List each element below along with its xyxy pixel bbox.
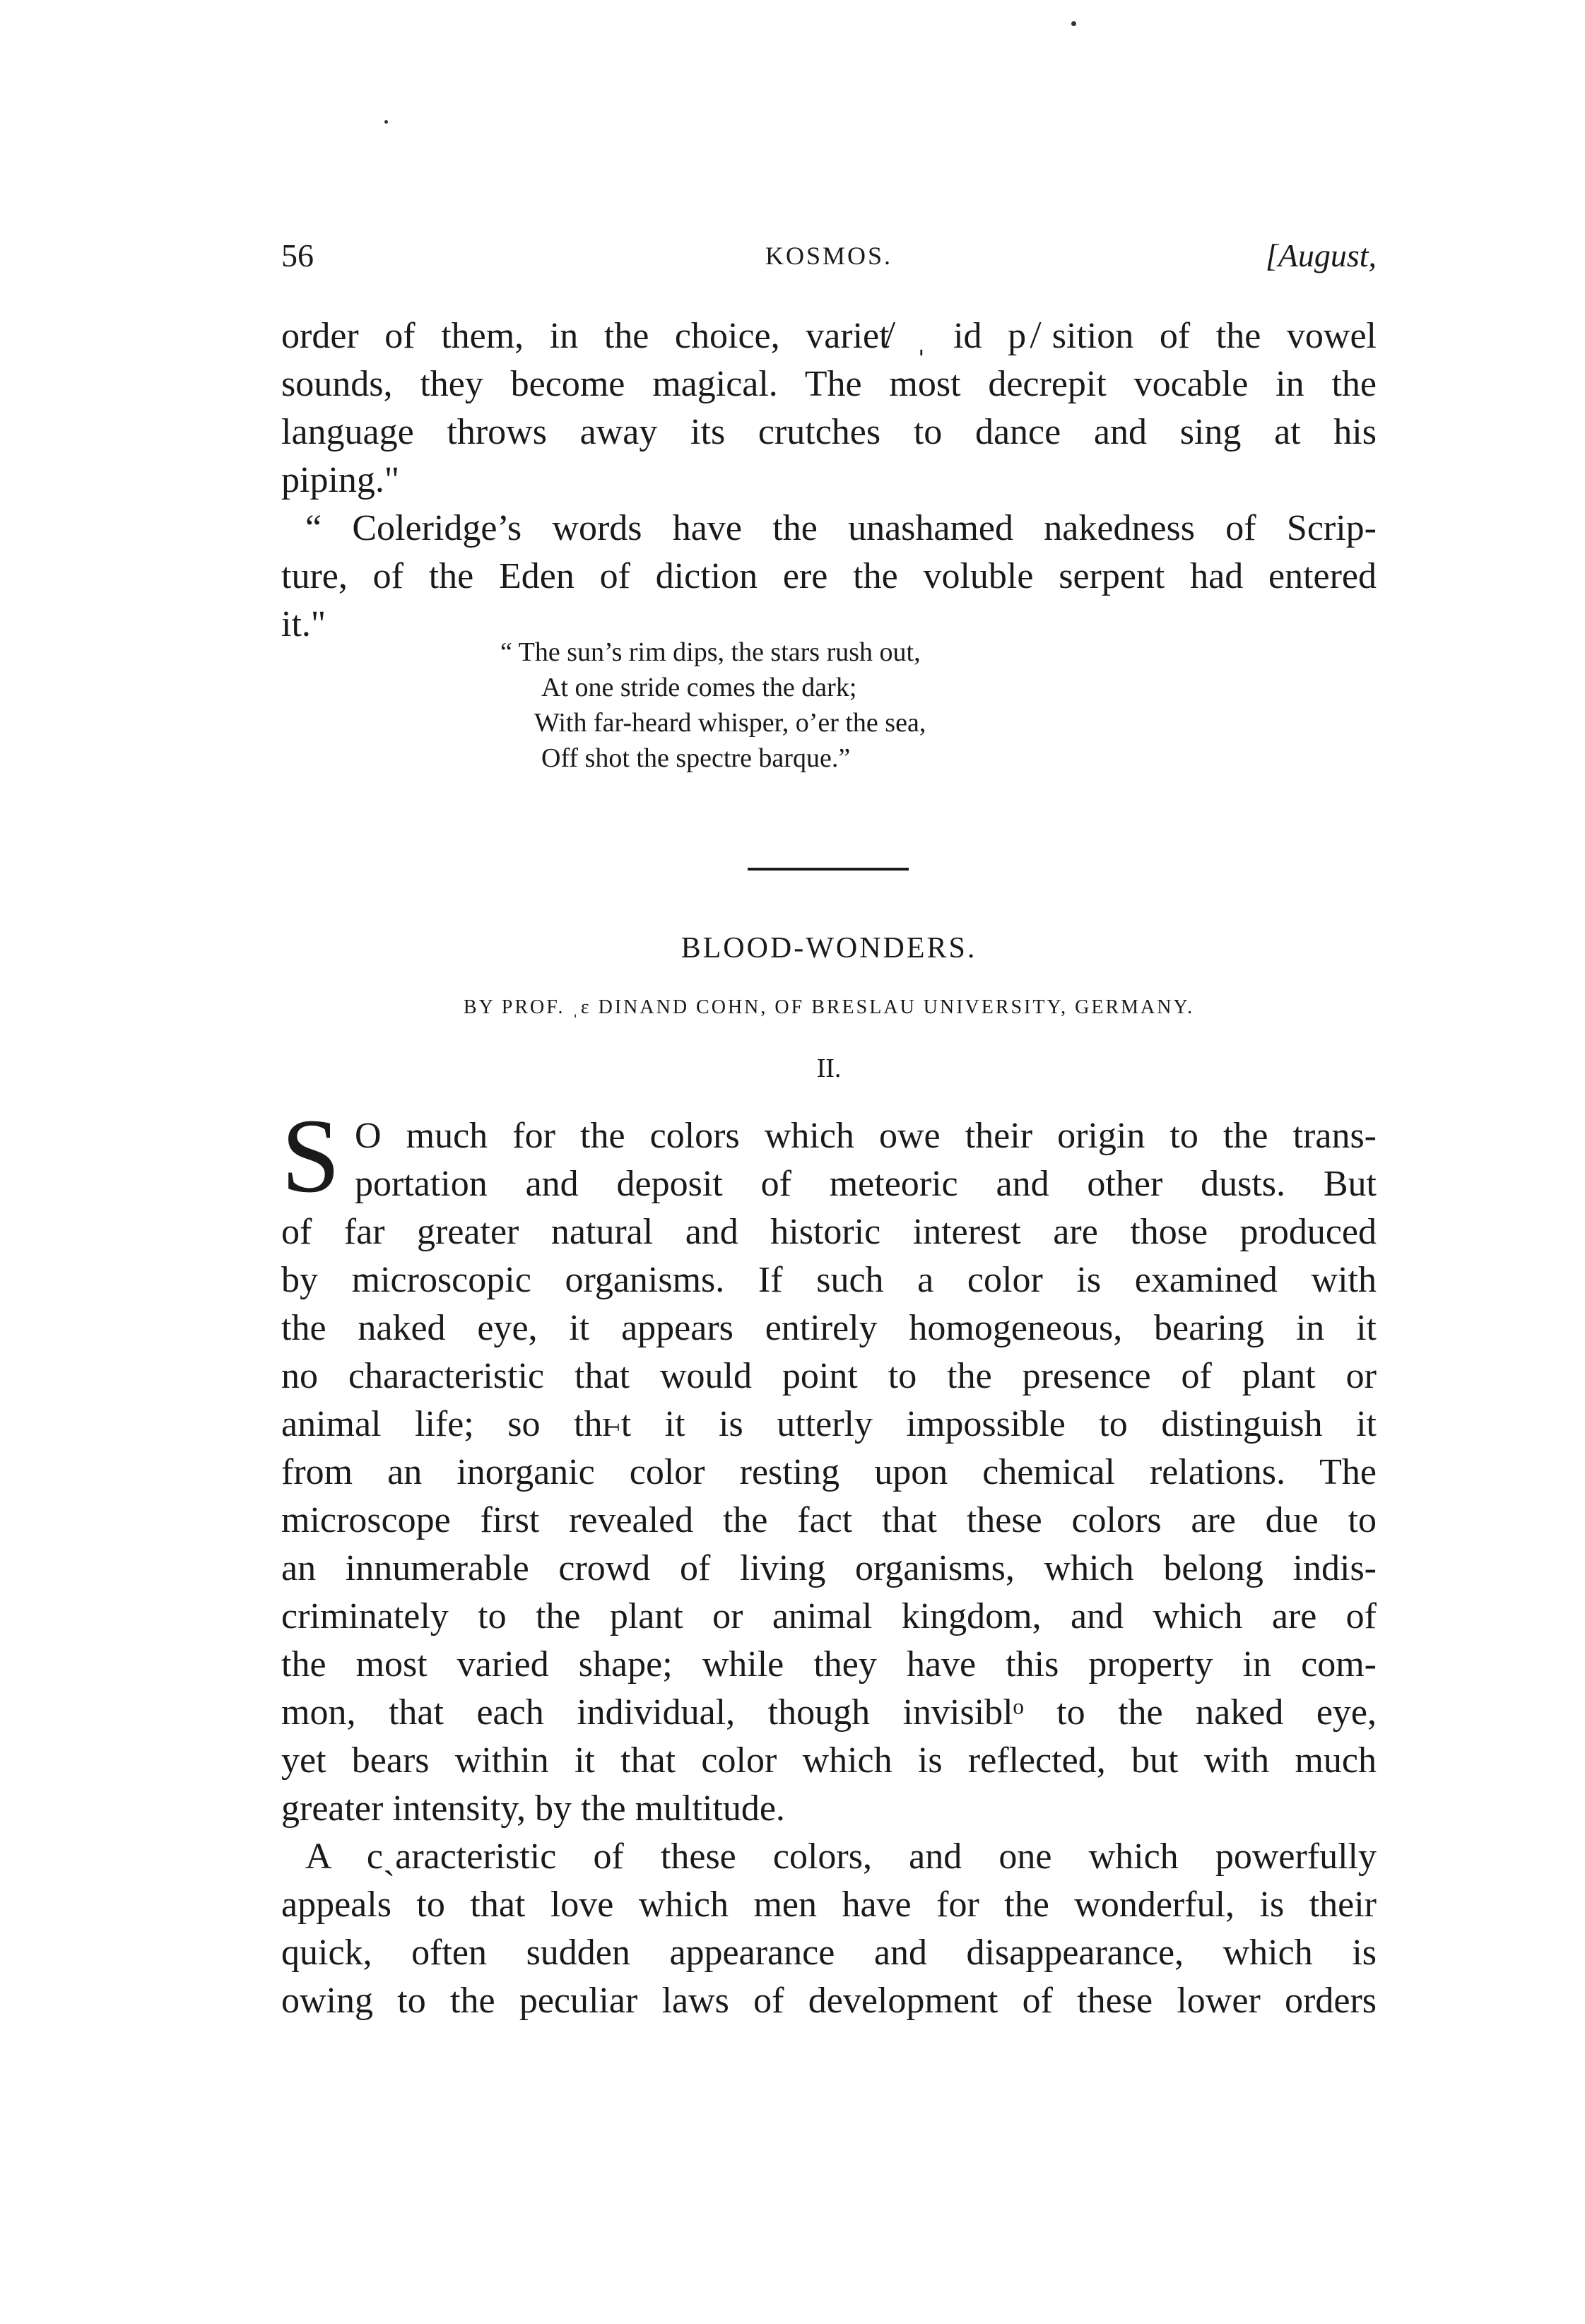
text-line: it." bbox=[281, 604, 326, 644]
drop-cap: S bbox=[281, 1097, 341, 1215]
text-line: criminately to the plant or animal kingdom, and which are of bbox=[281, 1596, 1377, 1636]
text-line: ture, of the Eden of diction ere the voluble serpent had entered bbox=[281, 556, 1377, 596]
poem-line: “ The sun’s rim dips, the stars rush out, bbox=[500, 637, 921, 667]
issue-month: [August, bbox=[1265, 237, 1377, 273]
journal-title: KOSMOS. bbox=[765, 242, 893, 270]
text-line: O much for the colors which owe their origin to the trans- bbox=[355, 1116, 1377, 1156]
text-line: microscope first revealed the fact that these colors are due to bbox=[281, 1500, 1377, 1540]
article-body bbox=[281, 1112, 1377, 2025]
section-divider bbox=[748, 868, 909, 871]
text-line: of far greater natural and historic interest are those produced bbox=[281, 1212, 1377, 1252]
text-line: quick, often sudden appearance and disappearance, which is bbox=[281, 1933, 1377, 1973]
text-line: owing to the peculiar laws of development of these lower orders bbox=[281, 1981, 1377, 2021]
text-line: appeals to that love which men have for the wonderful, is their bbox=[281, 1884, 1377, 1925]
text-line: the most varied shape; while they have this property in com- bbox=[281, 1644, 1377, 1685]
text-line: by microscopic organisms. If such a color is examined with bbox=[281, 1260, 1377, 1300]
text-line: order of them, in the choice, variet̸ ˌ id p ̸sition of the vowel bbox=[281, 316, 1377, 356]
text-line: the naked eye, it appears entirely homogeneous, bearing in it bbox=[281, 1308, 1377, 1348]
text-line: piping." bbox=[281, 460, 400, 500]
intro-paragraphs bbox=[281, 312, 1377, 649]
text-line: mon, that each individual, though invisiblᵒ to the naked eye, bbox=[281, 1692, 1377, 1733]
text-line: animal life; so thⱶt it is utterly impossible to distinguish it bbox=[281, 1404, 1377, 1444]
article-byline: BY PROF. ˌɛ DINAND COHN, OF BRESLAU UNIVERSITY, GERMANY. bbox=[463, 996, 1195, 1018]
text-line: yet bears within it that color which is reflected, but with much bbox=[281, 1740, 1377, 1781]
text-line: greater intensity, by the multitude. bbox=[281, 1788, 785, 1829]
poem-line: At one stride comes the dark; bbox=[541, 673, 857, 702]
poem-quotation bbox=[500, 635, 1136, 776]
poem-line: Off shot the spectre barque.” bbox=[541, 743, 851, 773]
text-line: language throws away its crutches to dance and sing at his bbox=[281, 412, 1377, 452]
text-line: sounds, they become magical. The most decrepit vocable in the bbox=[281, 364, 1377, 404]
text-line: portation and deposit of meteoric and other dusts. But bbox=[355, 1164, 1377, 1204]
ink-speck bbox=[1071, 21, 1076, 26]
text-line: “ Coleridge’s words have the unashamed nakedness of Scrip- bbox=[305, 508, 1377, 548]
running-head bbox=[281, 233, 1377, 278]
page-number: 56 bbox=[281, 237, 314, 273]
article-title: BLOOD-WONDERS. bbox=[680, 932, 977, 965]
text-line: no characteristic that would point to the presence of plant or bbox=[281, 1356, 1377, 1396]
part-number: II. bbox=[816, 1054, 842, 1083]
poem-line: With far-heard whisper, o’er the sea, bbox=[534, 708, 926, 738]
ink-speck bbox=[384, 120, 388, 124]
text-line: from an inorganic color resting upon chemical relations. The bbox=[281, 1452, 1377, 1492]
text-line: an innumerable crowd of living organisms, which belong indis- bbox=[281, 1548, 1377, 1588]
text-line: A cˎaracteristic of these colors, and one which powerfully bbox=[305, 1836, 1377, 1877]
